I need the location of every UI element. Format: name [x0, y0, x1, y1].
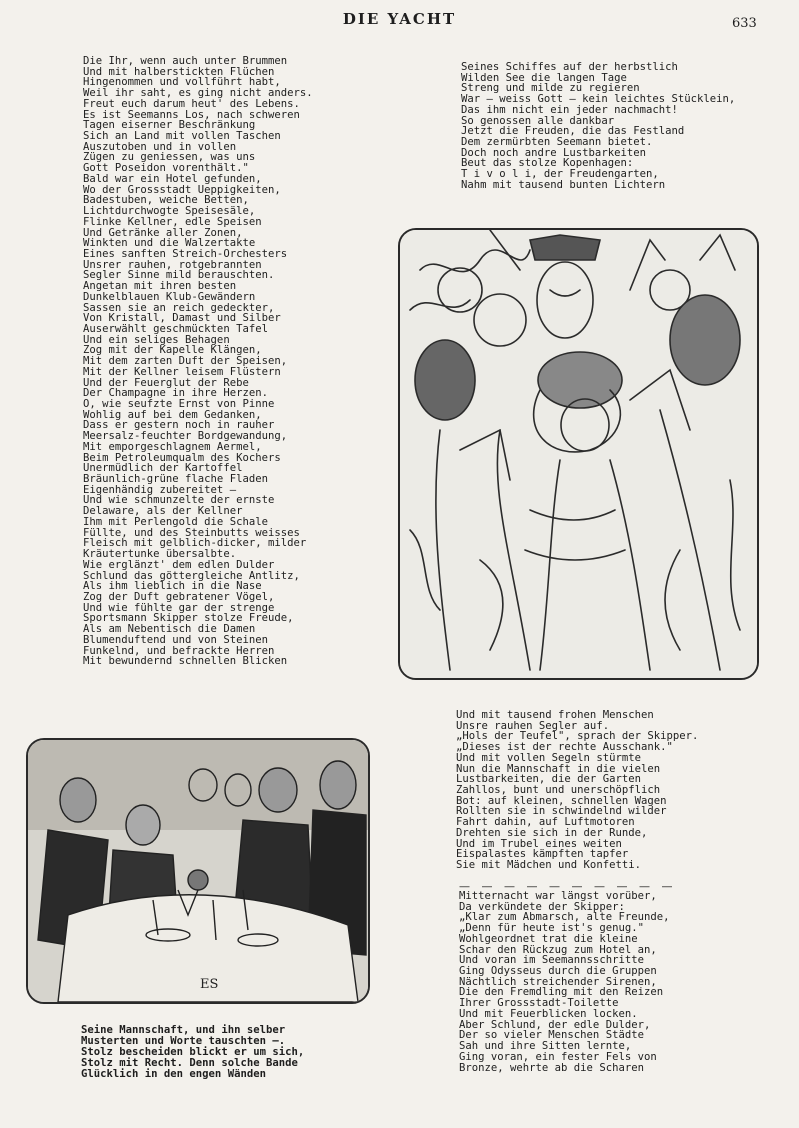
poem-right-top: Seines Schiffes auf der herbstlich Wilden See die langen Tage Streng und milde zu regieren War — weiss Gott — kein leichtes Stücklein, Das ihm nicht ein jeder nachmacht! So genossen alle dankbar Jetzt die Freuden, die das Festland Dem zermürbten Seemann bietet. Doch noch andre Lustbarkeiten Beut das stolze Kopenhagen: T i v o l i, der Freudengarten, Nahm mit tausend bunten Lichtern: [461, 61, 736, 191]
poem-left-column: Die Ihr, wenn auch unter Brummen Und mit halberstickten Flüchen Hingenommen und vollführt habt, Weil ihr saht, es ging nicht anders. Freut euch darum heut' des Lebens. Es ist Seemanns Los, nach schweren Tagen eiserner Beschränkung Sich an Land mit vollen Taschen Auszutoben und in vollen Zügen zu geniessen, was uns Gott Poseidon vorenthält." Bald war ein Hotel gefunden, Wo der Grossstadt Ueppigkeiten, Badestuben, weiche Betten, Lichtdurchwogte Speisesäle, Flinke Kellner, edle Speisen Und Getränke aller Zonen, Winkten und die Walzertakte Eines sanften Streich-Orchesters Unsrer rauhen, rotgebrannten Segler Sinne mild berauschten. Angetan mit ihren besten Dunkelblauen Klub-Gewändern Sassen sie an reich gedeckter, Von Kristall, Damast und Silber Auserwählt geschmückten Tafel Und ein seliges Behagen Zog mit der Kapelle Klängen, Mit dem zarten Duft der Speisen, Mit der Kellner leisem Flüstern Und der Feuerglut der Rebe Der Champagne in ihre Herzen. O, wie seufzte Ernst von Pinne Wohlig auf bei dem Gedanken, Dass er gestern noch in rauher Meersalz-feuchter Bordgewandung, Mit emporgeschlagnem Aermel, Beim Petroleumqualm des Kochers Unermüdlich der Kartoffel Bräunlich-grüne flache Fladen Eigenhändig zubereitet — Und wie schmunzelte der ernste Delaware, als der Kellner Ihm mit Perlengold die Schale Füllte, und des Steinbutts weisses Fleisch mit gelblich-dicker, milder Kräutertunke übersalbte. Wie erglänzt' dem edlen Dulder Schlund das göttergleiche Antlitz, Als ihm lieblich in die Nase Zog der Duft gebratener Vögel, Und wie fühlte gar der strenge Sportsmann Skipper stolze Freude, Als am Nebentisch die Damen Blumenduftend und von Steinen Funkelnd, und befrackte Herren Mit bewundernd schnellen Blicken: [83, 55, 313, 668]
dinner-table-illustration: [26, 738, 370, 1004]
section-separator: — — — — — — — — — —: [459, 880, 677, 893]
poem-right-middle: Und mit tausend frohen Menschen Unsre rauhen Segler auf. „Hols der Teufel", sprach der Skipper. „Dieses ist der rechte Ausschank." Und mit vollen Segeln stürmte Nun die Mannschaft in die vielen Lustbarkeiten, die der Garten Zahllos, bunt und unerschöpflich Bot: auf kleinen, schnellen Wagen Rollten sie in schwindelnd wilder Fahrt dahin, auf Luftmotoren Drehten sie sich in der Runde, Und im Trubel eines weiten Eispalastes kämpften tapfer Sie mit Mädchen und Konfetti.: [456, 709, 699, 872]
poem-right-bottom: Mitternacht war längst vorüber, Da verkündete der Skipper: „Klar zum Abmarsch, alte Freunde, „Denn für heute ist's genug." Wohlgeordnet trat die kleine Schar den Rückzug zum Hotel an, Und voran im Seemannsschritte Ging Odysseus durch die Gruppen Nächtlich streichender Sirenen, Die den Fremdling mit den Reizen Ihrer Grossstadt-Toilette Und mit Feuerblicken locken. Aber Schlund, der edle Dulder, Der so vieler Menschen Städte Sah und ihre Sitten lernte, Ging voran, ein fester Fels von Bronze, wehrte ab die Scharen: [459, 890, 670, 1074]
page-title: DIE YACHT: [342, 10, 457, 28]
page-number: 633: [732, 16, 757, 31]
poem-bottom-left: Seine Mannschaft, und ihn selber Musterten und Worte tauschten —. Stolz bescheiden blickt er um sich, Stolz mit Recht. Denn solche Bande Glücklich in den engen Wänden: [81, 1024, 305, 1080]
svg-text:ES: ES: [200, 977, 219, 992]
crowd-dancing-illustration: [398, 228, 759, 680]
